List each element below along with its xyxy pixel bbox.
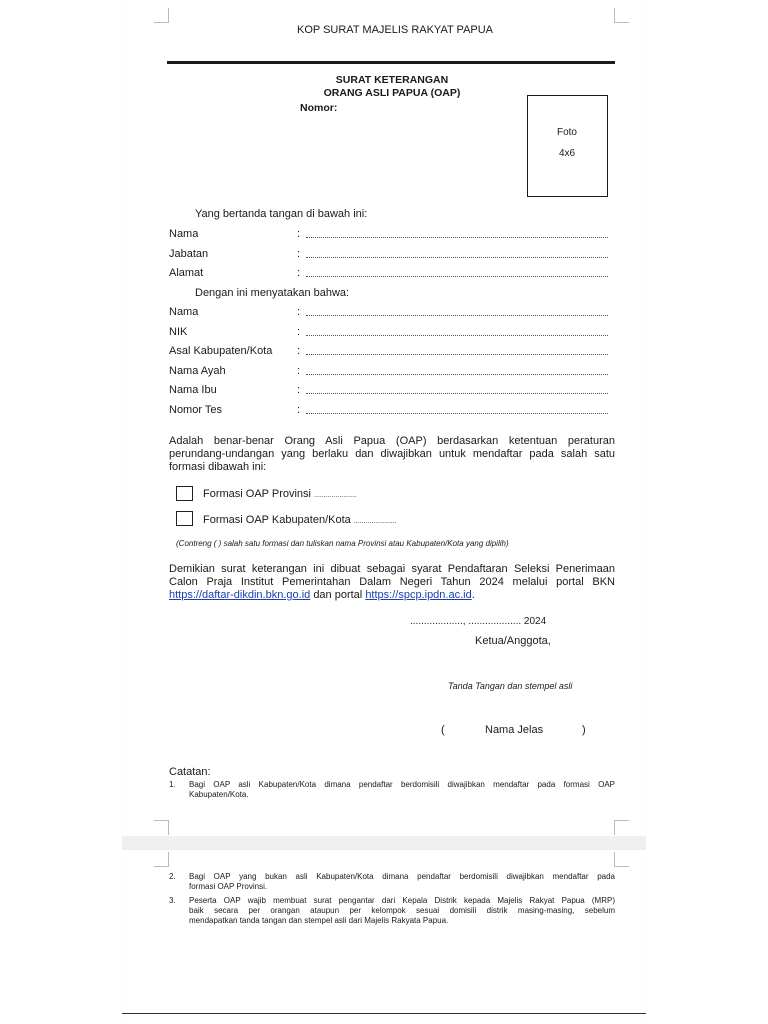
page-corner-mark [154, 820, 169, 835]
field-fill-line[interactable] [306, 335, 608, 336]
ipdn-portal-link[interactable]: https://spcp.ipdn.ac.id [365, 589, 472, 601]
field-colon: : [297, 228, 301, 240]
field-label: Nama [169, 306, 199, 318]
note-line: formasi OAP Provinsi. [189, 882, 268, 891]
note-item [189, 780, 615, 800]
statement-line: formasi dibawah ini: [169, 461, 267, 473]
option-blank: ...................... [353, 518, 397, 525]
declaration-intro: Dengan ini menyatakan bahwa: [195, 287, 350, 299]
field-label: Nama Ibu [169, 384, 217, 396]
field-label: Alamat [169, 267, 204, 279]
connector-text: dan portal [313, 589, 363, 601]
signer-name-placeholder: Nama Jelas [485, 724, 544, 736]
formasi-kabupaten-label [203, 514, 397, 528]
statement-paragraph [169, 435, 615, 474]
name-close-paren: ) [582, 724, 586, 736]
note-line: Kabupaten/Kota. [189, 790, 249, 799]
field-colon: : [297, 403, 301, 416]
formasi-provinsi-checkbox[interactable] [176, 486, 193, 501]
document-title: SURAT KETERANGAN [335, 74, 449, 86]
page-corner-mark [614, 820, 629, 835]
instruction-note: (Contreng ( ) salah satu formasi dan tuliskan nama Provinsi atau Kabupaten/Kota yang dipilih) [176, 539, 509, 548]
field-colon: : [297, 247, 301, 260]
field-fill-line[interactable] [306, 276, 608, 277]
photo-box [527, 95, 608, 197]
field-fill-line[interactable] [306, 237, 608, 238]
field-fill-line[interactable] [306, 315, 608, 316]
note-item [189, 896, 615, 926]
note-line: Peserta OAP wajib membuat surat pengantar dari Kepala Distrik kepada Majelis Rakyat Papua (MRP) [189, 896, 615, 905]
note-line: Bagi OAP yang bukan asli Kabupaten/Kota dimana pendaftar berdomisili diwajibkan mendaftar pada [189, 872, 615, 881]
closing-paragraph [169, 563, 615, 602]
field-colon: : [297, 267, 301, 279]
signer-role: Ketua/Anggota, [475, 635, 551, 647]
note-line: mendapatkan tanda tangan dan stempel asli dari Majelis Rakyata Papua. [189, 916, 449, 925]
field-fill-line[interactable] [306, 413, 608, 414]
right-margin [648, 0, 768, 1024]
field-fill-line[interactable] [306, 354, 608, 355]
statement-line: perundang-undangan yang berlaku dan diwajibkan untuk mendaftar pada salah satu [169, 448, 615, 460]
photo-label: Foto [556, 127, 577, 138]
name-open-paren: ( [441, 724, 445, 736]
option-blank: ...................... [314, 492, 357, 499]
letterhead-text: KOP SURAT MAJELIS RAKYAT PAPUA [297, 24, 494, 36]
closing-line: Demikian surat keterangan ini dibuat sebagai syarat Pendaftaran Seleksi Penerimaan [169, 563, 615, 575]
field-label: Asal Kabupaten/Kota [169, 345, 273, 357]
nomor-label: Nomor: [300, 102, 338, 114]
bkn-portal-link[interactable]: https://daftar-dikdin.bkn.go.id [169, 589, 311, 601]
note-line: baik secara per orangan ataupun per kelompok sesuai domisili distrik masing-masing, sebelum [189, 906, 615, 915]
field-label: Jabatan [169, 247, 209, 260]
closing-line [169, 589, 615, 602]
notes-title: Catatan: [169, 766, 211, 778]
page-corner-mark [614, 8, 629, 23]
closing-line: Calon Praja Institut Pemerintahan Dalam Negeri Tahun 2024 melalui portal BKN [169, 576, 615, 588]
field-label: Nama [169, 228, 199, 240]
field-colon: : [297, 325, 301, 338]
date-line: ..................., ................... 2024 [410, 616, 547, 627]
field-colon: : [297, 306, 301, 318]
closing-period: . [471, 589, 475, 601]
note-item [189, 872, 615, 892]
bottom-rule [122, 1013, 646, 1014]
field-fill-line[interactable] [306, 393, 608, 394]
formasi-provinsi-label [203, 488, 357, 502]
field-colon: : [297, 364, 301, 377]
note-number: 1. [169, 780, 176, 789]
page-corner-mark [614, 852, 629, 867]
field-label: Nama Ayah [169, 364, 226, 377]
option-label: Formasi OAP Kabupaten/Kota [203, 514, 351, 526]
document-subtitle: ORANG ASLI PAPUA (OAP) [323, 87, 461, 99]
option-label: Formasi OAP Provinsi [203, 488, 311, 500]
field-colon: : [297, 345, 301, 357]
page-break [122, 836, 646, 850]
page-corner-mark [154, 8, 169, 23]
letterhead-rule [167, 61, 615, 64]
signer-intro: Yang bertanda tangan di bawah ini: [195, 208, 368, 220]
field-colon: : [297, 384, 301, 396]
statement-line: Adalah benar-benar Orang Asli Papua (OAP) berdasarkan ketentuan peraturan [169, 435, 615, 447]
field-fill-line[interactable] [306, 374, 608, 375]
field-fill-line[interactable] [306, 257, 608, 258]
photo-size-label: 4x6 [558, 148, 576, 159]
note-line: Bagi OAP asli Kabupaten/Kota dimana pendaftar berdomisili diwajibkan mendaftar pada formasi OAP [189, 780, 615, 789]
note-number: 3. [169, 896, 176, 905]
left-margin [0, 0, 122, 1024]
note-number: 2. [169, 872, 176, 881]
signature-note: Tanda Tangan dan stempel asli [448, 681, 573, 691]
formasi-kabupaten-checkbox[interactable] [176, 511, 193, 526]
field-label: Nomor Tes [169, 403, 222, 416]
field-label: NIK [169, 325, 188, 338]
page-corner-mark [154, 852, 169, 867]
